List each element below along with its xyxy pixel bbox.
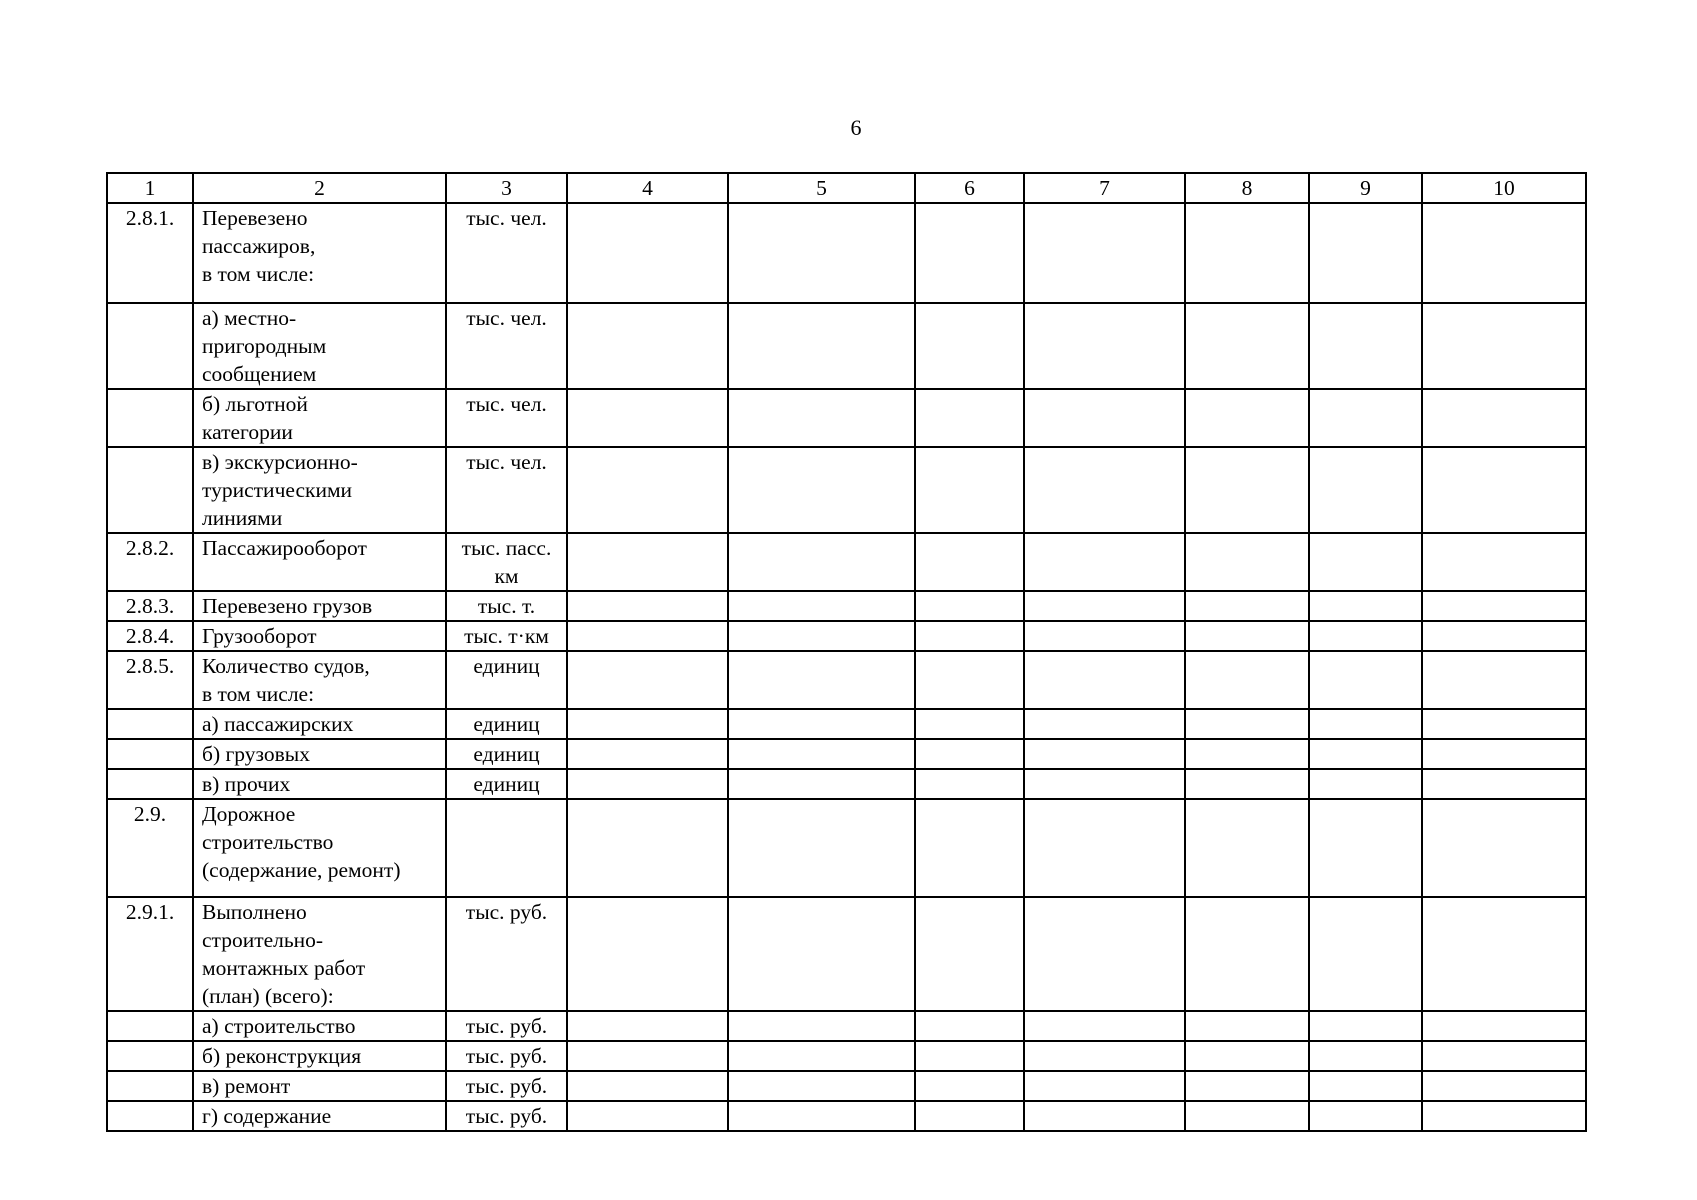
indicator-name-cell xyxy=(193,897,446,1011)
table-row xyxy=(107,621,1586,651)
indicator-name-line: строительно- xyxy=(202,928,324,952)
row-number-cell: 2.8.1. xyxy=(107,203,193,303)
value-cell-col-5 xyxy=(728,1011,915,1041)
indicator-name-line: пассажиров, xyxy=(202,234,316,258)
unit-line: тыс. руб. xyxy=(465,1014,548,1038)
value-cell-col-4 xyxy=(567,1071,728,1101)
indicator-name-line: Перевезено xyxy=(202,206,308,230)
unit-cell xyxy=(446,1101,567,1131)
unit-line: тыс. чел. xyxy=(466,450,547,474)
indicator-name-line: в) ремонт xyxy=(202,1074,291,1098)
table-row xyxy=(107,591,1586,621)
value-cell-col-6 xyxy=(915,799,1024,897)
indicator-name-line: а) пассажирских xyxy=(202,712,354,736)
value-cell-col-5 xyxy=(728,389,915,447)
value-cell-col-8 xyxy=(1185,1011,1309,1041)
value-cell-col-10 xyxy=(1422,897,1586,1011)
value-cell-col-10 xyxy=(1422,591,1586,621)
value-cell-col-4 xyxy=(567,389,728,447)
value-cell-col-9 xyxy=(1309,533,1422,591)
value-cell-col-6 xyxy=(915,769,1024,799)
indicator-name-cell xyxy=(193,1011,446,1041)
value-cell-col-7 xyxy=(1024,897,1185,1011)
table-row xyxy=(107,739,1586,769)
value-cell-col-5 xyxy=(728,739,915,769)
value-cell-col-5 xyxy=(728,1041,915,1071)
value-cell-col-6 xyxy=(915,303,1024,389)
value-cell-col-9 xyxy=(1309,709,1422,739)
value-cell-col-5 xyxy=(728,1071,915,1101)
row-number-cell: 2.9.1. xyxy=(107,897,193,1011)
value-cell-col-4 xyxy=(567,203,728,303)
indicator-name-line: линиями xyxy=(202,506,283,530)
value-cell-col-5 xyxy=(728,203,915,303)
value-cell-col-5 xyxy=(728,1101,915,1131)
value-cell-col-6 xyxy=(915,1071,1024,1101)
value-cell-col-6 xyxy=(915,621,1024,651)
unit-cell xyxy=(446,533,567,591)
value-cell-col-9 xyxy=(1309,651,1422,709)
value-cell-col-6 xyxy=(915,897,1024,1011)
table-row xyxy=(107,533,1586,591)
unit-cell xyxy=(446,651,567,709)
value-cell-col-5 xyxy=(728,621,915,651)
value-cell-col-10 xyxy=(1422,651,1586,709)
header-row xyxy=(107,173,1586,203)
unit-line: единиц xyxy=(473,654,540,678)
row-number-cell xyxy=(107,447,193,533)
row-number-cell xyxy=(107,389,193,447)
value-cell-col-10 xyxy=(1422,203,1586,303)
value-cell-col-8 xyxy=(1185,799,1309,897)
value-cell-col-10 xyxy=(1422,303,1586,389)
table-row xyxy=(107,1101,1586,1131)
row-number-cell: 2.8.4. xyxy=(107,621,193,651)
row-number-cell xyxy=(107,709,193,739)
unit-line: тыс. руб. xyxy=(465,1104,548,1128)
value-cell-col-7 xyxy=(1024,799,1185,897)
unit-cell xyxy=(446,799,567,897)
value-cell-col-9 xyxy=(1309,303,1422,389)
value-cell-col-7 xyxy=(1024,739,1185,769)
value-cell-col-10 xyxy=(1422,447,1586,533)
value-cell-col-5 xyxy=(728,303,915,389)
value-cell-col-9 xyxy=(1309,1101,1422,1131)
indicator-name-line: строительство xyxy=(202,830,334,854)
indicator-name-cell xyxy=(193,769,446,799)
value-cell-col-5 xyxy=(728,651,915,709)
value-cell-col-9 xyxy=(1309,799,1422,897)
unit-line: тыс. пасс. xyxy=(461,536,552,560)
value-cell-col-6 xyxy=(915,533,1024,591)
indicator-name-line: а) строительство xyxy=(202,1014,356,1038)
column-header-5: 5 xyxy=(728,173,915,203)
value-cell-col-10 xyxy=(1422,1101,1586,1131)
value-cell-col-6 xyxy=(915,591,1024,621)
unit-cell xyxy=(446,1011,567,1041)
value-cell-col-10 xyxy=(1422,1041,1586,1071)
unit-line: тыс. руб. xyxy=(465,1074,548,1098)
indicator-name-line: пригородным xyxy=(202,334,327,358)
value-cell-col-8 xyxy=(1185,651,1309,709)
unit-cell xyxy=(446,769,567,799)
indicator-name-cell xyxy=(193,709,446,739)
value-cell-col-6 xyxy=(915,447,1024,533)
value-cell-col-7 xyxy=(1024,591,1185,621)
value-cell-col-10 xyxy=(1422,1011,1586,1041)
column-header-9: 9 xyxy=(1309,173,1422,203)
value-cell-col-5 xyxy=(728,769,915,799)
value-cell-col-6 xyxy=(915,389,1024,447)
value-cell-col-4 xyxy=(567,1041,728,1071)
indicator-name-cell xyxy=(193,203,446,303)
value-cell-col-4 xyxy=(567,1101,728,1131)
column-header-10: 10 xyxy=(1422,173,1586,203)
indicator-name-line: в) прочих xyxy=(202,772,291,796)
indicator-name-line: (план) (всего): xyxy=(202,984,334,1008)
value-cell-col-4 xyxy=(567,447,728,533)
value-cell-col-5 xyxy=(728,799,915,897)
unit-line: тыс. чел. xyxy=(466,392,547,416)
row-number-cell xyxy=(107,739,193,769)
value-cell-col-8 xyxy=(1185,1041,1309,1071)
table-row xyxy=(107,769,1586,799)
value-cell-col-6 xyxy=(915,1011,1024,1041)
value-cell-col-10 xyxy=(1422,1071,1586,1101)
value-cell-col-9 xyxy=(1309,1041,1422,1071)
value-cell-col-7 xyxy=(1024,1101,1185,1131)
value-cell-col-7 xyxy=(1024,1071,1185,1101)
unit-cell xyxy=(446,621,567,651)
value-cell-col-10 xyxy=(1422,709,1586,739)
column-header-3: 3 xyxy=(446,173,567,203)
value-cell-col-6 xyxy=(915,709,1024,739)
indicator-name-cell xyxy=(193,533,446,591)
value-cell-col-10 xyxy=(1422,769,1586,799)
row-number-cell: 2.8.2. xyxy=(107,533,193,591)
column-header-6: 6 xyxy=(915,173,1024,203)
value-cell-col-8 xyxy=(1185,709,1309,739)
unit-line: единиц xyxy=(473,712,540,736)
indicator-name-cell xyxy=(193,799,446,897)
value-cell-col-4 xyxy=(567,897,728,1011)
page-number: 6 xyxy=(850,115,862,140)
indicator-name-line: в том числе: xyxy=(202,262,315,286)
unit-cell xyxy=(446,897,567,1011)
value-cell-col-8 xyxy=(1185,739,1309,769)
value-cell-col-7 xyxy=(1024,203,1185,303)
unit-cell xyxy=(446,389,567,447)
unit-line: тыс. руб. xyxy=(465,1044,548,1068)
table-row xyxy=(107,1041,1586,1071)
value-cell-col-7 xyxy=(1024,389,1185,447)
value-cell-col-9 xyxy=(1309,203,1422,303)
value-cell-col-4 xyxy=(567,769,728,799)
unit-cell xyxy=(446,203,567,303)
value-cell-col-5 xyxy=(728,709,915,739)
value-cell-col-10 xyxy=(1422,799,1586,897)
value-cell-col-4 xyxy=(567,799,728,897)
value-cell-col-4 xyxy=(567,739,728,769)
value-cell-col-9 xyxy=(1309,739,1422,769)
unit-line: км xyxy=(494,564,519,588)
unit-cell xyxy=(446,447,567,533)
unit-cell xyxy=(446,591,567,621)
value-cell-col-9 xyxy=(1309,769,1422,799)
value-cell-col-6 xyxy=(915,651,1024,709)
value-cell-col-9 xyxy=(1309,447,1422,533)
unit-line: тыс. т. xyxy=(477,594,536,618)
indicator-name-line: в) экскурсионно- xyxy=(202,450,358,474)
value-cell-col-8 xyxy=(1185,303,1309,389)
value-cell-col-8 xyxy=(1185,769,1309,799)
value-cell-col-8 xyxy=(1185,389,1309,447)
indicator-name-cell xyxy=(193,389,446,447)
indicator-name-line: б) грузовых xyxy=(202,742,310,766)
value-cell-col-5 xyxy=(728,897,915,1011)
value-cell-col-4 xyxy=(567,533,728,591)
indicator-name-line: Дорожное xyxy=(202,802,296,826)
indicator-name-line: Количество судов, xyxy=(202,654,370,678)
value-cell-col-7 xyxy=(1024,709,1185,739)
value-cell-col-7 xyxy=(1024,769,1185,799)
indicator-name-line: сообщением xyxy=(202,362,317,386)
value-cell-col-9 xyxy=(1309,621,1422,651)
table-body xyxy=(107,203,1586,1131)
indicator-name-cell xyxy=(193,651,446,709)
value-cell-col-10 xyxy=(1422,533,1586,591)
column-header-4: 4 xyxy=(567,173,728,203)
indicator-name-cell xyxy=(193,447,446,533)
unit-cell xyxy=(446,739,567,769)
unit-line: тыс. чел. xyxy=(466,206,547,230)
value-cell-col-4 xyxy=(567,651,728,709)
indicator-name-cell xyxy=(193,303,446,389)
value-cell-col-7 xyxy=(1024,533,1185,591)
value-cell-col-9 xyxy=(1309,1011,1422,1041)
unit-line: тыс. чел. xyxy=(466,306,547,330)
value-cell-col-7 xyxy=(1024,1011,1185,1041)
indicator-name-line: в том числе: xyxy=(202,682,315,706)
table-row xyxy=(107,1011,1586,1041)
value-cell-col-5 xyxy=(728,533,915,591)
unit-line: единиц xyxy=(473,772,540,796)
indicator-name-line: туристическими xyxy=(202,478,353,502)
row-number-cell xyxy=(107,303,193,389)
unit-line: тыс. руб. xyxy=(465,900,548,924)
value-cell-col-6 xyxy=(915,203,1024,303)
indicator-name-cell xyxy=(193,1101,446,1131)
indicator-name-cell xyxy=(193,1041,446,1071)
unit-cell xyxy=(446,303,567,389)
unit-line: тыс. т·км xyxy=(464,624,549,648)
indicator-name-line: Перевезено грузов xyxy=(202,594,373,618)
value-cell-col-7 xyxy=(1024,621,1185,651)
value-cell-col-8 xyxy=(1185,533,1309,591)
value-cell-col-7 xyxy=(1024,651,1185,709)
indicator-name-line: Выполнено xyxy=(202,900,307,924)
value-cell-col-10 xyxy=(1422,621,1586,651)
table-row xyxy=(107,389,1586,447)
indicator-name-line: Грузооборот xyxy=(202,624,317,648)
indicator-name-cell xyxy=(193,621,446,651)
report-table xyxy=(106,172,1587,1132)
value-cell-col-8 xyxy=(1185,203,1309,303)
row-number-cell: 2.9. xyxy=(107,799,193,897)
value-cell-col-9 xyxy=(1309,591,1422,621)
value-cell-col-9 xyxy=(1309,1071,1422,1101)
table-row xyxy=(107,651,1586,709)
row-number-cell xyxy=(107,1011,193,1041)
column-header-2: 2 xyxy=(193,173,446,203)
indicator-name-cell xyxy=(193,591,446,621)
table-row xyxy=(107,203,1586,303)
value-cell-col-8 xyxy=(1185,621,1309,651)
unit-cell xyxy=(446,709,567,739)
value-cell-col-6 xyxy=(915,1041,1024,1071)
indicator-name-line: Пассажирооборот xyxy=(202,536,367,560)
unit-line: единиц xyxy=(473,742,540,766)
indicator-name-line: б) льготной xyxy=(202,392,308,416)
column-header-8: 8 xyxy=(1185,173,1309,203)
table-row xyxy=(107,799,1586,897)
table-row xyxy=(107,1071,1586,1101)
table-header xyxy=(107,173,1586,203)
value-cell-col-8 xyxy=(1185,1071,1309,1101)
value-cell-col-7 xyxy=(1024,303,1185,389)
value-cell-col-4 xyxy=(567,621,728,651)
indicator-name-cell xyxy=(193,1071,446,1101)
value-cell-col-10 xyxy=(1422,739,1586,769)
value-cell-col-5 xyxy=(728,591,915,621)
indicator-name-line: категории xyxy=(202,420,293,444)
value-cell-col-4 xyxy=(567,591,728,621)
value-cell-col-8 xyxy=(1185,591,1309,621)
value-cell-col-5 xyxy=(728,447,915,533)
row-number-cell: 2.8.5. xyxy=(107,651,193,709)
unit-cell xyxy=(446,1041,567,1071)
indicator-name-cell xyxy=(193,739,446,769)
value-cell-col-4 xyxy=(567,303,728,389)
table-row xyxy=(107,303,1586,389)
table-row xyxy=(107,897,1586,1011)
table-row xyxy=(107,447,1586,533)
column-header-7: 7 xyxy=(1024,173,1185,203)
indicator-name-line: (содержание, ремонт) xyxy=(202,858,401,882)
value-cell-col-7 xyxy=(1024,447,1185,533)
value-cell-col-8 xyxy=(1185,897,1309,1011)
row-number-cell xyxy=(107,1071,193,1101)
row-number-cell xyxy=(107,769,193,799)
column-header-1: 1 xyxy=(107,173,193,203)
value-cell-col-9 xyxy=(1309,897,1422,1011)
indicator-name-line: г) содержание xyxy=(202,1104,332,1128)
indicator-name-line: монтажных работ xyxy=(202,956,366,980)
indicator-name-line: а) местно- xyxy=(202,306,297,330)
indicator-name-line: б) реконструкция xyxy=(202,1044,362,1068)
value-cell-col-10 xyxy=(1422,389,1586,447)
row-number-cell: 2.8.3. xyxy=(107,591,193,621)
value-cell-col-7 xyxy=(1024,1041,1185,1071)
value-cell-col-4 xyxy=(567,1011,728,1041)
table-row xyxy=(107,709,1586,739)
row-number-cell xyxy=(107,1101,193,1131)
value-cell-col-6 xyxy=(915,1101,1024,1131)
value-cell-col-8 xyxy=(1185,1101,1309,1131)
value-cell-col-8 xyxy=(1185,447,1309,533)
value-cell-col-6 xyxy=(915,739,1024,769)
value-cell-col-9 xyxy=(1309,389,1422,447)
unit-cell xyxy=(446,1071,567,1101)
row-number-cell xyxy=(107,1041,193,1071)
value-cell-col-4 xyxy=(567,709,728,739)
